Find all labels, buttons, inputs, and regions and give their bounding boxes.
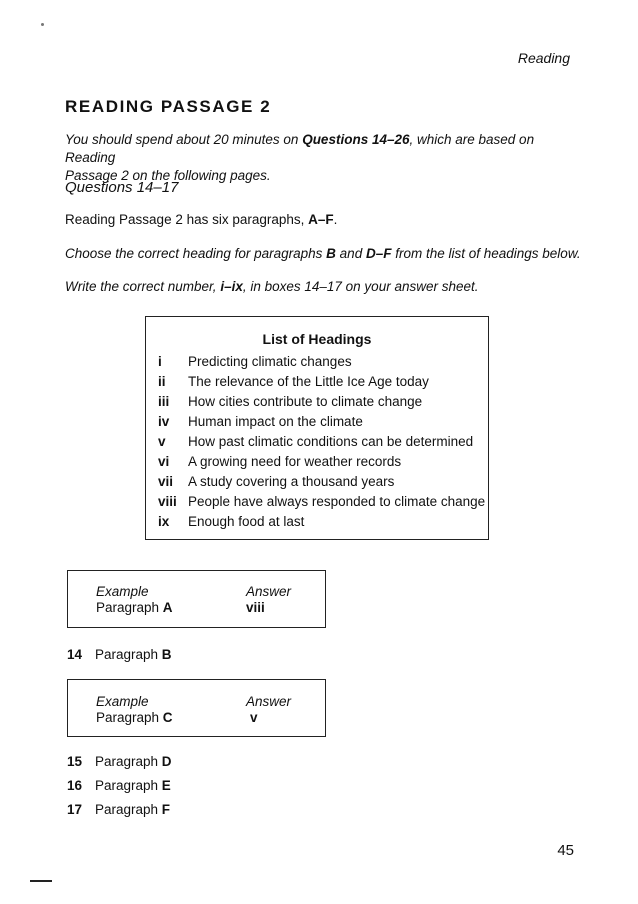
heading-number: ix bbox=[158, 514, 170, 529]
paragraph-range-bold: A–F bbox=[308, 212, 334, 227]
heading-item bbox=[158, 492, 485, 512]
paragraph-count-post: . bbox=[333, 212, 338, 227]
paragraph-word: Paragraph bbox=[95, 647, 162, 662]
heading-number: v bbox=[158, 434, 166, 449]
paragraph-letter: E bbox=[161, 778, 171, 793]
time-instruction-pre: You should spend about 20 minutes on bbox=[65, 132, 303, 147]
choose-bold-1: B bbox=[326, 246, 336, 261]
question-row bbox=[67, 778, 171, 793]
heading-text: People have always responded to climate change bbox=[188, 494, 486, 509]
heading-number: viii bbox=[158, 494, 177, 509]
heading-text: A growing need for weather records bbox=[188, 454, 402, 469]
answer-label: Answer bbox=[246, 584, 292, 599]
choose-bold-2: D–F bbox=[365, 246, 392, 261]
heading-number: ii bbox=[158, 374, 166, 389]
heading-number: iv bbox=[158, 414, 170, 429]
paragraph-word: Paragraph bbox=[96, 600, 163, 615]
question-range-bold: Questions 14–26 bbox=[302, 132, 410, 147]
heading-text: How past climatic conditions can be determined bbox=[188, 434, 474, 449]
example-paragraph bbox=[96, 710, 173, 725]
example-paragraph bbox=[96, 600, 173, 615]
write-bold: i–ix bbox=[220, 279, 243, 294]
paragraph-count-text bbox=[65, 212, 337, 227]
heading-number: vii bbox=[158, 474, 174, 489]
paragraph-word: Paragraph bbox=[96, 710, 163, 725]
question-number: 17 bbox=[67, 802, 83, 817]
list-of-headings-title: List of Headings bbox=[262, 331, 372, 347]
choose-instruction bbox=[65, 245, 581, 263]
heading-item bbox=[158, 452, 401, 472]
choose-mid: and bbox=[335, 246, 366, 261]
list-of-headings-box bbox=[145, 316, 489, 540]
heading-item bbox=[158, 392, 422, 412]
heading-text: A study covering a thousand years bbox=[188, 474, 395, 489]
example-label: Example bbox=[96, 584, 149, 599]
questions-range: Questions 14–17 bbox=[65, 179, 179, 196]
heading-item bbox=[158, 372, 429, 392]
write-pre: Write the correct number, bbox=[65, 279, 221, 294]
time-instruction-post2: Passage 2 on the following pages. bbox=[65, 168, 271, 183]
paragraph-letter: B bbox=[161, 647, 172, 662]
example-answer: viii bbox=[246, 600, 265, 615]
heading-text: The relevance of the Little Ice Age today bbox=[188, 374, 429, 389]
choose-post: from the list of headings below. bbox=[391, 246, 581, 261]
paragraph-letter: F bbox=[161, 802, 171, 817]
choose-pre: Choose the correct heading for paragraphs bbox=[65, 246, 327, 261]
heading-number: i bbox=[158, 354, 162, 369]
heading-item bbox=[158, 412, 363, 432]
heading-item bbox=[158, 472, 394, 492]
scan-mark bbox=[30, 880, 52, 882]
example-box bbox=[67, 679, 326, 737]
example-label: Example bbox=[96, 694, 149, 709]
heading-number: iii bbox=[158, 394, 170, 409]
paragraph-count-pre: Reading Passage 2 has six paragraphs, bbox=[65, 212, 309, 227]
question-row bbox=[67, 754, 172, 769]
heading-text: Human impact on the climate bbox=[188, 414, 363, 429]
paragraph-word: Paragraph bbox=[95, 802, 162, 817]
answer-label: Answer bbox=[246, 694, 292, 709]
paragraph-word: Paragraph bbox=[95, 754, 162, 769]
heading-number: vi bbox=[158, 454, 170, 469]
passage-title: READING PASSAGE 2 bbox=[65, 97, 272, 116]
paragraph-letter: D bbox=[161, 754, 172, 769]
time-instruction bbox=[65, 131, 585, 185]
write-post: , in boxes 14–17 on your answer sheet. bbox=[242, 279, 479, 294]
heading-text: Predicting climatic changes bbox=[188, 354, 352, 369]
question-number: 15 bbox=[67, 754, 83, 769]
heading-item bbox=[158, 432, 473, 452]
page-number: 45 bbox=[557, 842, 574, 859]
example-answer: v bbox=[250, 710, 258, 725]
question-row bbox=[67, 802, 170, 817]
scan-speck bbox=[41, 23, 44, 26]
question-number: 14 bbox=[67, 647, 83, 662]
heading-item bbox=[158, 352, 352, 372]
heading-text: Enough food at last bbox=[188, 514, 305, 529]
question-number: 16 bbox=[67, 778, 83, 793]
heading-item bbox=[158, 512, 304, 532]
running-header: Reading bbox=[517, 50, 570, 66]
paragraph-word: Paragraph bbox=[95, 778, 162, 793]
paragraph-letter: C bbox=[162, 710, 173, 725]
time-instruction-post1: , which are based on Reading bbox=[65, 132, 535, 165]
write-instruction bbox=[65, 278, 479, 296]
question-row bbox=[67, 647, 172, 662]
example-box bbox=[67, 570, 326, 628]
heading-text: How cities contribute to climate change bbox=[188, 394, 423, 409]
paragraph-letter: A bbox=[162, 600, 173, 615]
